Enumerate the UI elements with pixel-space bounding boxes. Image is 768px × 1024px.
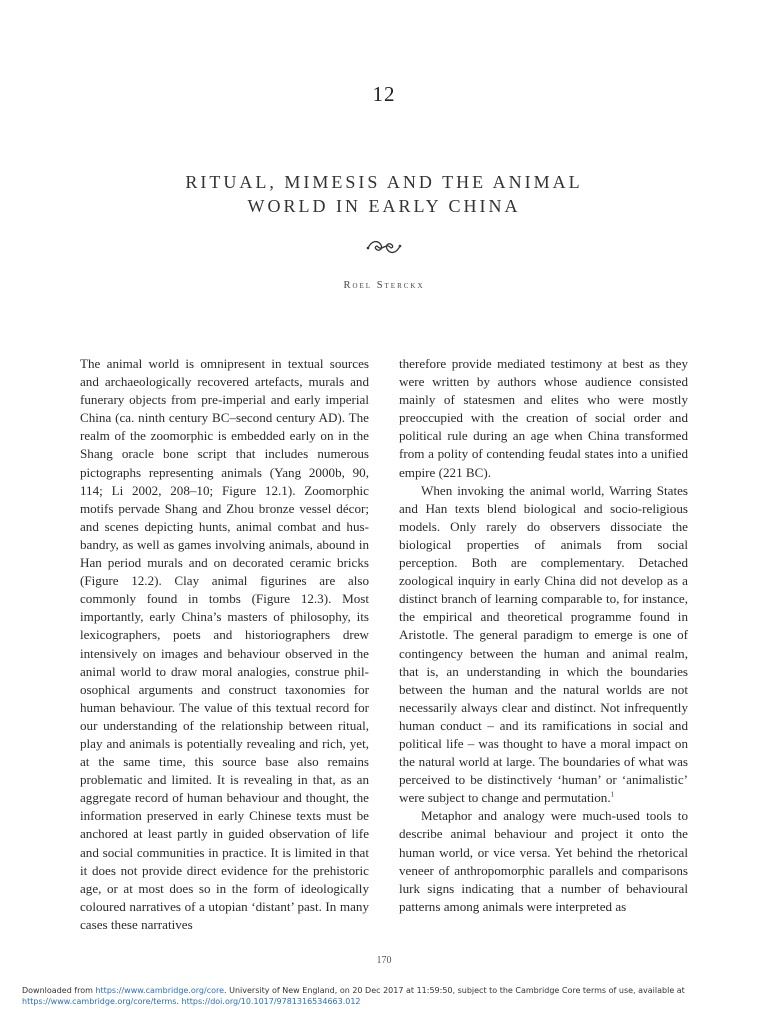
terms-link[interactable]: https://www.cambridge.org/core/terms xyxy=(22,996,177,1006)
footer-text: . xyxy=(176,996,182,1006)
body-paragraph: therefore provide mediated testimony at best as they were written by authors whose audience consisted mainly of statesmen and elites who were mostly preoccupied with the creation of social order and political rule during an age when China transformed from a polity of contending feudal states into a unified empire (221 BC). xyxy=(399,356,688,480)
page-number: 170 xyxy=(376,955,392,966)
paragraph-text: When invoking the animal world, Warring States and Han texts blend biological and socio-religious models. Only rarely do observers dissociate the biological properties of animals from social perception. Both are complementary. Detached zoological inquiry in early China did not develop as a distinct branch of learning comparable to, for instance, the empirical and theoretical programme found in Aristotle. The general paradigm to emerge is one of contingency between the human and animal realm, that is, an understanding in which the boundaries between the human and the natural worlds are not necessarily always clear and distinct. Not infrequently human conduct – and its ramifications in social and political life – was thought to have a moral impact on the natural world at large. The boundaries of what was perceived to be distinctively ‘human’ or ‘animalistic’ were subject to change and permutation. xyxy=(399,482,688,806)
text-column-right xyxy=(399,355,688,916)
chapter-number: 12 xyxy=(372,82,396,106)
body-paragraph: The animal world is omnipresent in textual sources and archaeologically recovered artefacts, murals and funerary objects from pre-imperial and early imperial China (ca. ninth century BC–second century AD). The realm of the zoomorphic is embedded early on in the Shang oracle bone script that includes numerous pictographs representing animals (Yang 2000b, 90, 114; Li 2002, 208–10; Figure 12.1). Zoomorphic motifs pervade Shang and Zhou bronze vessel décor; and scenes depicting hunts, animal combat and husbandry, as well as games involving animals, abound in Han period murals and on decorated ceramic bricks (Figure 12.2). Clay animal figurines are also commonly found in tombs (Figure 12.3). Most importantly, early China’s masters of philosophy, its lexicographers, poets and historiographers drew intensively on images and behaviour observed in the animal world to draw moral analogies, construe philosophical arguments and construct taxonomies for human behaviour. The value of this textual record for our understanding of the relationship between ritual, play and animals is potentially revealing and rich, yet, at the same time, this source base also remains problematic and limited. It is revealing in that, as an aggregate record of human behaviour and thought, the information preserved in early Chinese texts must be anchored at least partly in guided observation of life and social communities in practice. It is limited in that it does not provide direct evidence for the prehistoric age, or at most does so in the form of ideologically coloured narratives of a utopian ‘distant’ past. In many cases these narratives xyxy=(80,356,369,932)
footer-text: Downloaded from xyxy=(22,986,96,995)
footer-text: . University of New England, on 20 Dec 2017 at 11:59:50, subject to the Cambridge Core terms of use, available at xyxy=(224,986,685,995)
text-column-left xyxy=(80,355,369,934)
chapter-title-line-2: WORLD IN EARLY CHINA xyxy=(247,196,521,216)
body-paragraph: Metaphor and analogy were much-used tools to describe animal behaviour and project it onto the human world, or vice versa. Yet behind the rhetorical veneer of anthropomorphic parallels and comparisons lurk signs indicating that a number of behavioural patterns among animals were interpreted as xyxy=(399,808,688,914)
footnote-marker[interactable]: 1 xyxy=(610,790,615,799)
cambridge-core-link[interactable]: https://www.cambridge.org/core xyxy=(95,986,225,995)
doi-link[interactable]: https://doi.org/10.1017/9781316534663.012 xyxy=(181,996,361,1006)
chapter-title-line-1: RITUAL, MIMESIS AND THE ANIMAL xyxy=(185,172,583,192)
body-paragraph xyxy=(399,482,688,808)
fleuron-ornament-icon xyxy=(364,236,404,258)
download-footer xyxy=(22,986,742,1007)
chapter-title xyxy=(0,170,768,218)
author-name: Roel Sterckx xyxy=(343,280,425,291)
